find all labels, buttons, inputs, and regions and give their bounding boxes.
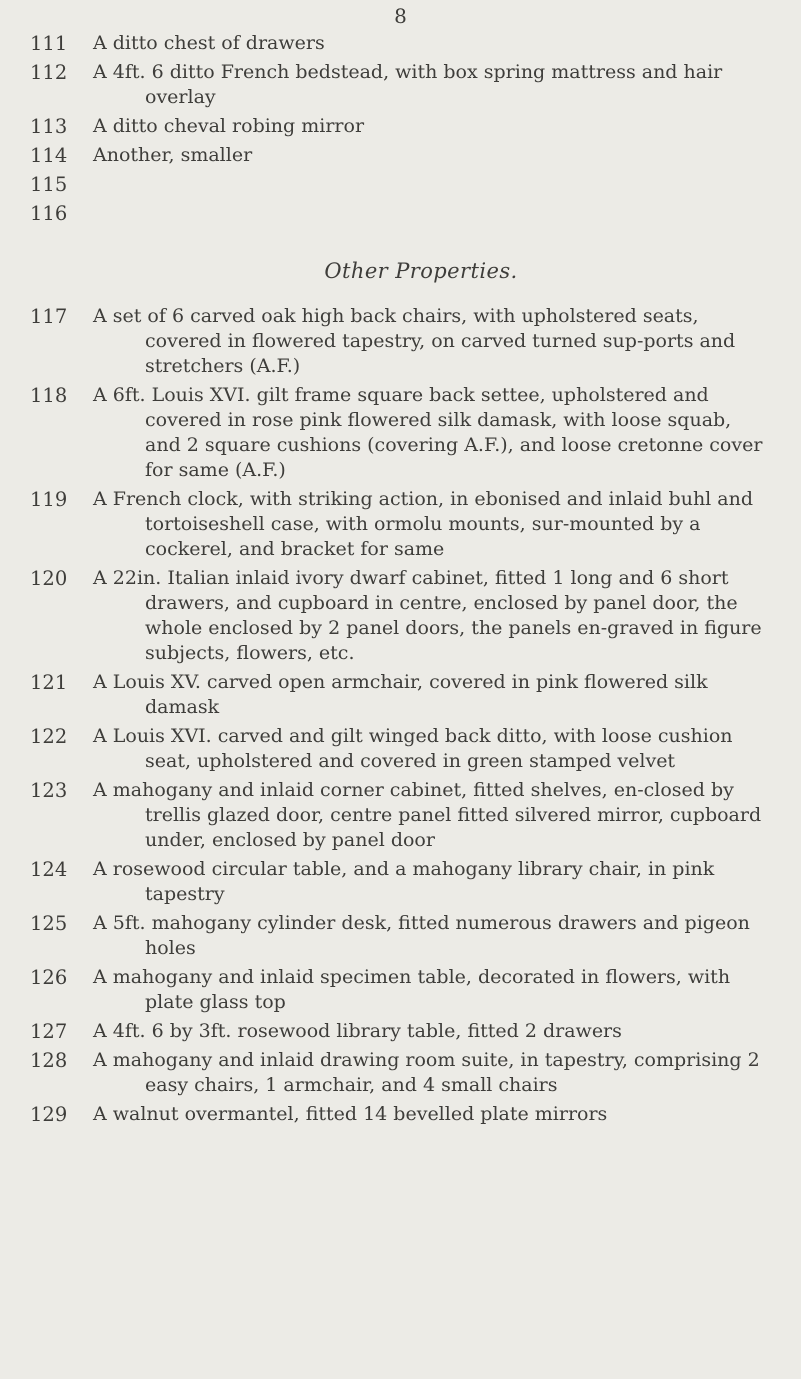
lot-number: 111 bbox=[30, 32, 68, 55]
lot-number: 116 bbox=[30, 202, 68, 225]
lot-description: A 22in. Italian inlaid ivory dwarf cabinet, fitted 1 long and 6 short drawers, and cupboard in centre, enclosed by panel door, the whole enclosed by 2 panel doors, the panels en-graved in figure subjects, flowers, etc. bbox=[93, 567, 762, 664]
lot-entry bbox=[30, 31, 770, 56]
lot-entry bbox=[30, 778, 770, 853]
lot-description: Another, smaller bbox=[93, 144, 253, 166]
lot-description: A 5ft. mahogany cylinder desk, fitted numerous drawers and pigeon holes bbox=[93, 912, 750, 959]
lot-entry bbox=[30, 114, 770, 139]
lot-number: 123 bbox=[30, 779, 68, 802]
lot-entry bbox=[30, 965, 770, 1015]
lot-entry bbox=[30, 1019, 770, 1044]
second-lot-group bbox=[30, 304, 770, 1127]
lot-entry bbox=[30, 857, 770, 907]
lot-description: A French clock, with striking action, in ebonised and inlaid buhl and tortoiseshell case, with ormolu mounts, sur-mounted by a cockerel, and bracket for same bbox=[93, 488, 754, 560]
lot-list bbox=[30, 31, 770, 1131]
lot-number: 125 bbox=[30, 912, 68, 935]
section-heading: Other Properties. bbox=[324, 259, 518, 283]
page-number: 8 bbox=[394, 4, 407, 28]
lot-description: A set of 6 carved oak high back chairs, with upholstered seats, covered in flowered tapestry, on carved turned sup-ports and stretchers (A.F.) bbox=[93, 305, 736, 377]
lot-entry bbox=[30, 60, 770, 110]
lot-number: 124 bbox=[30, 858, 68, 881]
lot-description: A ditto chest of drawers bbox=[93, 32, 325, 54]
lot-number: 129 bbox=[30, 1103, 68, 1126]
lot-number: 118 bbox=[30, 384, 68, 407]
lot-entry bbox=[30, 1048, 770, 1098]
lot-entry bbox=[30, 383, 770, 483]
lot-description: A mahogany and inlaid corner cabinet, fitted shelves, en-closed by trellis glazed door, centre panel fitted silvered mirror, cupboard under, enclosed by panel door bbox=[93, 779, 762, 851]
lot-entry bbox=[30, 724, 770, 774]
lot-number: 117 bbox=[30, 305, 68, 328]
lot-entry bbox=[30, 670, 770, 720]
lot-number: 119 bbox=[30, 488, 68, 511]
lot-description: A 4ft. 6 ditto French bedstead, with box spring mattress and hair overlay bbox=[93, 61, 723, 108]
lot-number: 127 bbox=[30, 1020, 68, 1043]
lot-description: A walnut overmantel, fitted 14 bevelled plate mirrors bbox=[93, 1103, 608, 1125]
lot-description: A Louis XV. carved open armchair, covered in pink flowered silk damask bbox=[93, 671, 708, 718]
lot-description: A 4ft. 6 by 3ft. rosewood library table, fitted 2 drawers bbox=[93, 1020, 622, 1042]
lot-number: 114 bbox=[30, 144, 68, 167]
lot-description: A Louis XVI. carved and gilt winged back ditto, with loose cushion seat, upholstered and covered in green stamped velvet bbox=[93, 725, 733, 772]
lot-entry bbox=[30, 566, 770, 666]
lot-description: A 6ft. Louis XVI. gilt frame square back settee, upholstered and covered in rose pink flowered silk damask, with loose squab, and 2 square cushions (covering A.F.), and loose cretonne cover for same (A.F.) bbox=[93, 384, 763, 481]
lot-number: 115 bbox=[30, 173, 68, 196]
lot-description: A mahogany and inlaid drawing room suite, in tapestry, comprising 2 easy chairs, 1 armchair, and 4 small chairs bbox=[93, 1049, 760, 1096]
lot-number: 126 bbox=[30, 966, 68, 989]
lot-entry bbox=[30, 911, 770, 961]
lot-number: 122 bbox=[30, 725, 68, 748]
lot-entry bbox=[30, 143, 770, 168]
lot-number: 121 bbox=[30, 671, 68, 694]
lot-entry bbox=[30, 304, 770, 379]
lot-number: 128 bbox=[30, 1049, 68, 1072]
lot-entry bbox=[30, 172, 770, 197]
lot-number: 113 bbox=[30, 115, 68, 138]
lot-description: A mahogany and inlaid specimen table, decorated in flowers, with plate glass top bbox=[93, 966, 731, 1013]
lot-entry bbox=[30, 1102, 770, 1127]
lot-entry bbox=[30, 201, 770, 226]
lot-entry bbox=[30, 487, 770, 562]
lot-description: A rosewood circular table, and a mahogany library chair, in pink tapestry bbox=[93, 858, 715, 905]
first-lot-group bbox=[30, 31, 770, 226]
lot-description: A ditto cheval robing mirror bbox=[93, 115, 365, 137]
lot-number: 112 bbox=[30, 61, 68, 84]
lot-number: 120 bbox=[30, 567, 68, 590]
